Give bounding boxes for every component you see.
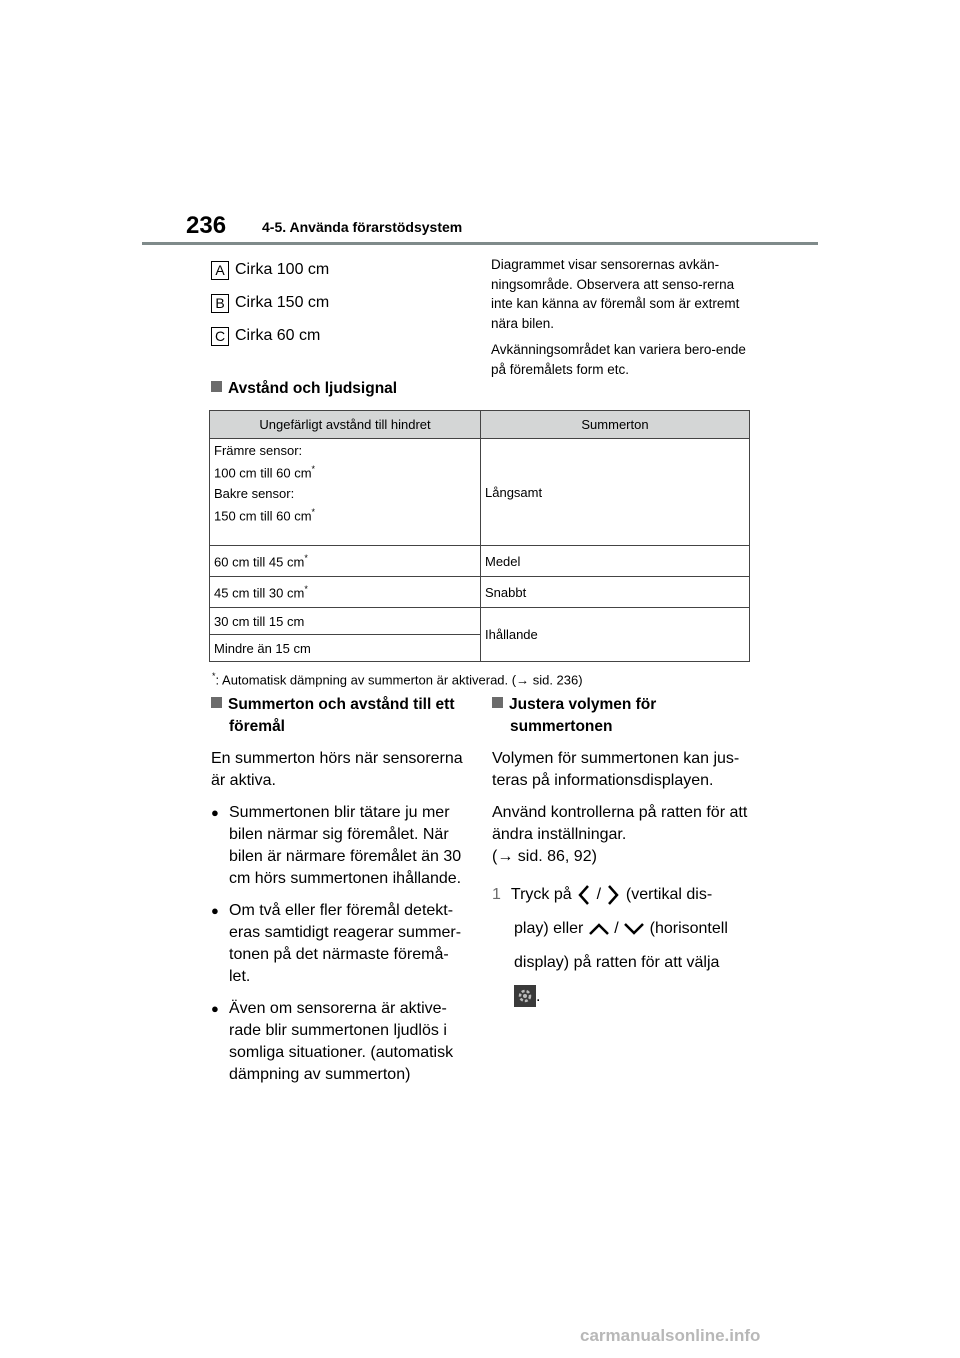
paragraph: Volymen för summertonen kan jus-teras på informationsdisplayen. bbox=[492, 750, 740, 789]
bullet-icon: ● bbox=[211, 1001, 219, 1016]
distance-cell: Mindre än 15 cm bbox=[210, 635, 481, 662]
bullet-icon: ● bbox=[211, 903, 219, 918]
footnote: *: Automatisk dämpning av summerton är aktiverad. (→ sid. 236) bbox=[212, 671, 583, 688]
arrow-icon: → bbox=[497, 848, 514, 865]
step-number: 1 bbox=[492, 886, 501, 903]
chevron-up-icon bbox=[588, 922, 610, 936]
note-paragraph: Diagrammet visar sensorernas avkän-ningsområde. Observera att senso-rerna inte kan känna av föremål som är extremt nära bilen. bbox=[491, 257, 740, 331]
note-paragraph: Avkänningsområdet kan variera bero-ende på föremålets form etc. bbox=[491, 342, 746, 377]
gear-icon bbox=[514, 985, 536, 1007]
header-divider bbox=[142, 242, 818, 245]
table-row bbox=[210, 546, 750, 577]
rear-sensor-range: 150 cm till 60 cm* bbox=[214, 507, 316, 524]
table-heading bbox=[211, 378, 397, 400]
watermark: carmanualsonline.info bbox=[580, 1326, 761, 1345]
legend-letter: C bbox=[211, 327, 229, 346]
arrow-icon: → bbox=[516, 672, 530, 688]
legend-text: Cirka 60 cm bbox=[235, 327, 321, 344]
chevron-right-icon bbox=[605, 884, 621, 906]
distance-cell: 45 cm till 30 cm* bbox=[210, 577, 481, 608]
legend-item-b bbox=[211, 292, 329, 314]
table-row bbox=[210, 439, 750, 546]
column-header: Ungefärligt avstånd till hindret bbox=[210, 411, 481, 439]
legend-text: Cirka 150 cm bbox=[235, 294, 330, 311]
table-row bbox=[210, 577, 750, 608]
legend-letter: A bbox=[211, 261, 229, 280]
distance-cell: 30 cm till 15 cm bbox=[210, 608, 481, 635]
table-heading-text: Avstånd och ljudsignal bbox=[228, 380, 398, 397]
bullet-item: ● Summertonen blir tätare ju mer bilen närmar sig föremålet. När bilen är närmare föremålet än 30 cm hörs summertonen ihållande. bbox=[211, 802, 467, 890]
step-1: 1 Tryck på / (vertikal dis- play) eller / (horisontell display) på ratten för att välja . bbox=[492, 878, 750, 1014]
square-bullet-icon bbox=[492, 697, 503, 708]
tone-cell: Medel bbox=[481, 546, 750, 577]
distance-cell: 60 cm till 45 cm* bbox=[210, 546, 481, 577]
bullet-item: ● Även om sensorerna är aktive-rade blir summertonen ljudlös i somliga situationer. (automatisk dämpning av summerton) bbox=[211, 998, 467, 1086]
paragraph: Använd kontrollerna på ratten för att ändra inställningar. bbox=[492, 804, 748, 843]
column-header: Summerton bbox=[481, 411, 750, 439]
legend-text: Cirka 100 cm bbox=[235, 261, 330, 278]
chevron-left-icon bbox=[576, 884, 592, 906]
legend-letter: B bbox=[211, 294, 229, 313]
square-bullet-icon bbox=[211, 381, 222, 392]
subsection-heading: Summerton och avstånd till ett bbox=[211, 694, 467, 716]
square-bullet-icon bbox=[211, 697, 222, 708]
paragraph-ref: (→ sid. 86, 92) bbox=[492, 848, 597, 865]
bullet-icon: ● bbox=[211, 805, 219, 820]
page-number: 236 bbox=[186, 212, 227, 239]
distance-table bbox=[209, 410, 750, 662]
legend-item-a bbox=[211, 259, 329, 281]
tone-cell: Ihållande bbox=[481, 608, 750, 662]
distance-cell bbox=[210, 439, 481, 546]
subsection-heading-cont: föremål bbox=[229, 718, 285, 735]
chevron-down-icon bbox=[623, 922, 645, 936]
diagram-note bbox=[491, 255, 753, 386]
left-column bbox=[211, 694, 467, 1086]
table-header-row bbox=[210, 411, 750, 439]
legend-item-c bbox=[211, 325, 320, 347]
subsection-heading-cont: summertonen bbox=[510, 718, 613, 735]
front-sensor-range: 100 cm till 60 cm* bbox=[214, 464, 316, 481]
intro-paragraph: En summerton hörs när sensorerna är aktiva. bbox=[211, 750, 463, 789]
section-title: 4-5. Använda förarstödsystem bbox=[262, 219, 463, 235]
table-row bbox=[210, 608, 750, 635]
tone-cell: Snabbt bbox=[481, 577, 750, 608]
subsection-heading: Justera volymen för bbox=[492, 694, 750, 716]
tone-cell: Långsamt bbox=[481, 439, 750, 546]
rear-sensor-label: Bakre sensor: bbox=[214, 486, 295, 502]
front-sensor-label: Främre sensor: bbox=[214, 443, 303, 458]
bullet-item: ● Om två eller fler föremål detekt-eras samtidigt reagerar summer-tonen på det närmaste föremå-let. bbox=[211, 900, 467, 988]
right-column bbox=[492, 694, 750, 1014]
